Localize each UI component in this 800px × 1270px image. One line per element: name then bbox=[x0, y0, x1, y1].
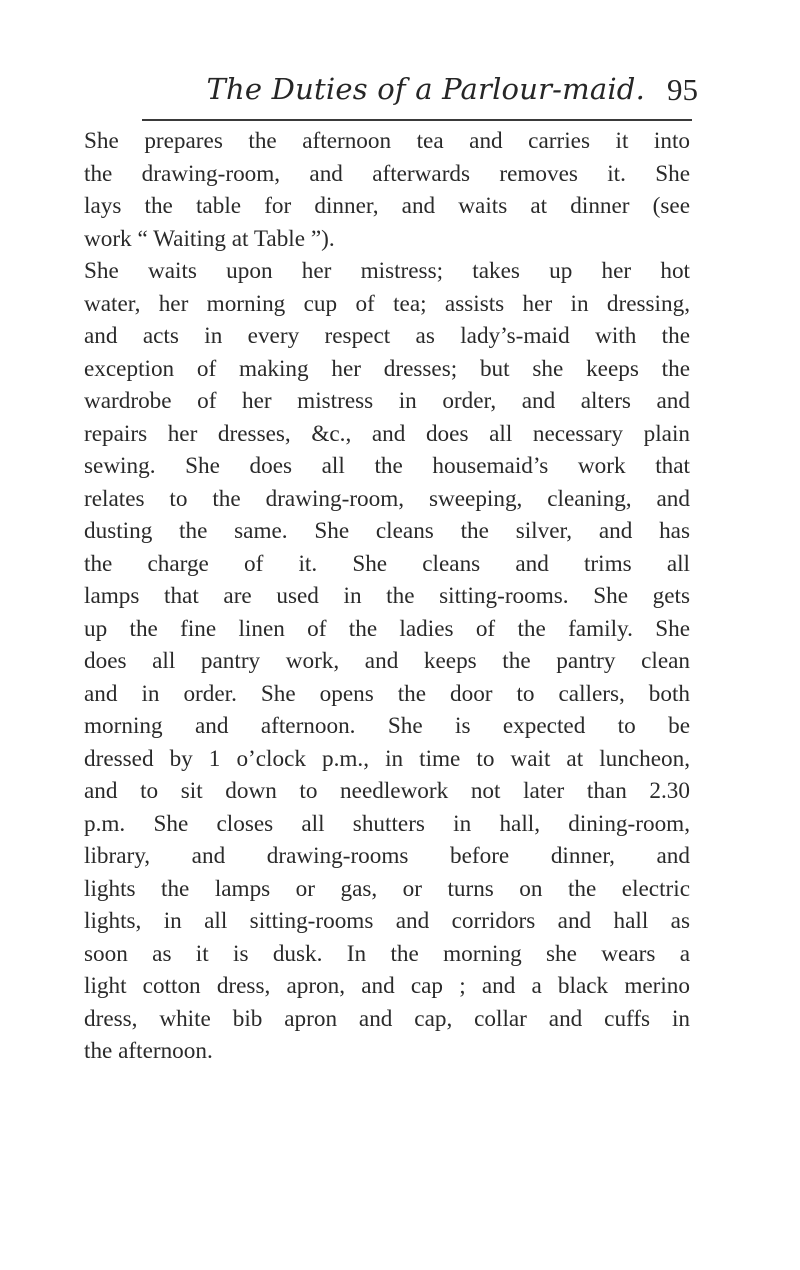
text-line: does all pantry work, and keeps the pantry clean bbox=[84, 648, 690, 674]
text-line: lights the lamps or gas, or turns on the electric bbox=[84, 875, 690, 902]
body-paragraph bbox=[84, 125, 690, 1068]
text-line: water, her morning cup of tea; assists her in dressing, bbox=[84, 290, 690, 317]
page-number: 95 bbox=[667, 72, 698, 107]
text-line: dusting the same. She cleans the silver, and has bbox=[84, 518, 690, 544]
text-line: lights, in all sitting-rooms and corridors and hall as bbox=[84, 908, 690, 934]
header-rule bbox=[142, 119, 692, 121]
text-line: wardrobe of her mistress in order, and alters and bbox=[84, 388, 690, 414]
text-line: lamps that are used in the sitting-rooms. She gets bbox=[84, 583, 690, 609]
text-line: up the fine linen of the ladies of the family. She bbox=[84, 615, 690, 642]
text-line: She waits upon her mistress; takes up her hot bbox=[84, 258, 690, 284]
text-line: soon as it is dusk. In the morning she wears a bbox=[84, 940, 690, 967]
text-line: repairs her dresses, &c., and does all necessary plain bbox=[84, 420, 690, 447]
text-line: p.m. She closes all shutters in hall, dining-room, bbox=[84, 810, 690, 837]
text-line: and acts in every respect as lady’s-maid with the bbox=[84, 323, 690, 349]
text-line: and to sit down to needlework not later than 2.30 bbox=[84, 778, 690, 804]
text-line: relates to the drawing-room, sweeping, cleaning, and bbox=[84, 485, 690, 512]
text-line: work “ Waiting at Table ”). bbox=[84, 225, 335, 252]
running-title: The Duties of a Parlour-maid. bbox=[206, 72, 645, 106]
text-line: She prepares the afternoon tea and carries it into bbox=[84, 128, 690, 154]
text-line: library, and drawing-rooms before dinner, and bbox=[84, 843, 690, 869]
text-line: dressed by 1 o’clock p.m., in time to wait at luncheon, bbox=[84, 745, 690, 772]
text-line: the charge of it. She cleans and trims all bbox=[84, 550, 690, 577]
text-line: dress, white bib apron and cap, collar and cuffs in bbox=[84, 1005, 690, 1032]
text-line: morning and afternoon. She is expected to be bbox=[84, 713, 690, 739]
text-line: the afternoon. bbox=[84, 1038, 213, 1064]
text-line: sewing. She does all the housemaid’s work that bbox=[84, 453, 690, 479]
text-line: lays the table for dinner, and waits at dinner (see bbox=[84, 193, 690, 219]
text-line: exception of making her dresses; but she keeps the bbox=[84, 355, 690, 382]
running-head bbox=[0, 72, 800, 112]
text-line: the drawing-room, and afterwards removes it. She bbox=[84, 160, 690, 187]
text-line: light cotton dress, apron, and cap ; and a black merino bbox=[84, 973, 690, 999]
text-line: and in order. She opens the door to callers, both bbox=[84, 680, 690, 707]
